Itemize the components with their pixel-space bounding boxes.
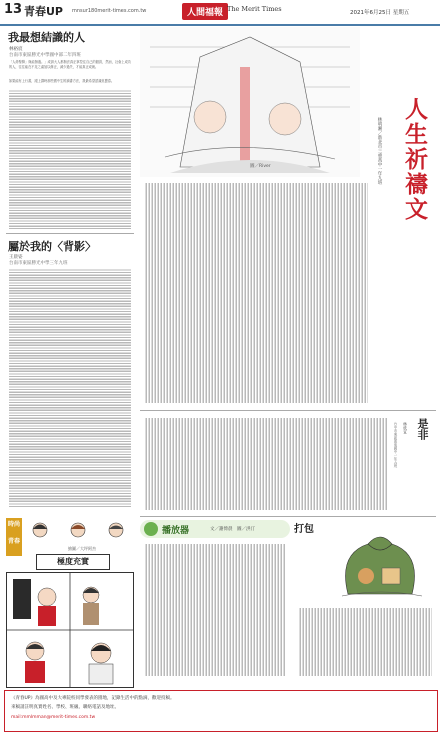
article-1-author: 林裕宸 xyxy=(9,47,23,52)
comic-label-right: 青春 xyxy=(8,538,21,545)
broadcast-header xyxy=(140,520,290,538)
article-1-para-1: 「人命聖賢」與能無過。」成訓大人都無法真正掌控住自己的錯誤，然而，社會上成功的人，往往能在不足之處加以修正，減少過失，才能真正成就。 xyxy=(9,60,131,69)
divider xyxy=(6,233,134,234)
article-1 xyxy=(6,27,134,232)
article-1-school: 台南市東區勝光中學國中部二年四班 xyxy=(9,53,81,58)
section-title: 青春UP xyxy=(24,5,63,18)
side-article-school: 台中市東區惠來國中一年五班 xyxy=(394,422,398,468)
comic-strip xyxy=(6,518,134,690)
divider xyxy=(140,410,436,411)
feature-body xyxy=(144,183,368,403)
article-1-body xyxy=(9,89,131,229)
side-article-body xyxy=(144,418,388,510)
broadcast-body xyxy=(144,544,286,676)
article-2-title: 屬於我的〈背影〉 xyxy=(8,240,96,253)
pack-illustration xyxy=(328,524,432,604)
header-url[interactable]: mnsur180merit-times.com.tw xyxy=(72,8,147,14)
article-2-author: 王晨姿 xyxy=(9,255,23,260)
comic-figures-image xyxy=(26,520,130,544)
notice-line-1: 《青春UP》為國高中及大專院校同學發表的園地，記錄生活中的點滴，歡迎投稿。 xyxy=(11,696,175,701)
pack-title: 打包 xyxy=(294,524,314,535)
feature-title: 人生祈禱文 xyxy=(401,97,427,222)
broadcast-title: 播放器 xyxy=(162,526,190,536)
side-article xyxy=(140,414,436,514)
comic-label-left: 時尚 xyxy=(8,521,21,528)
comic-credit: 繪圖／大坪阿杰 xyxy=(68,546,96,551)
feature-article xyxy=(140,27,436,407)
page-header xyxy=(0,0,440,26)
comic-panels xyxy=(6,572,134,688)
pack-section xyxy=(294,520,436,680)
article-1-para-2: 如果能有上行書，跟上課時那些國中生的讀書方法，我最希望認識吳寶春。 xyxy=(9,79,115,83)
issue-date: 2021年6月25日 星期五 xyxy=(350,10,410,16)
article-2-school: 台南市東區勝光中學三年九班 xyxy=(9,261,68,266)
pack-body xyxy=(298,608,432,676)
comic-panel-art xyxy=(7,573,133,687)
page-number: 13 xyxy=(4,2,23,17)
notice-email[interactable]: mail:mmlmman@merit-times.com.tw xyxy=(11,715,96,720)
comic-title: 極度充實 xyxy=(36,554,110,570)
paper-name-english: The Merit Times xyxy=(227,5,282,13)
feature-author: 林明湘／新北市三重高中一年九班 xyxy=(377,117,382,185)
notice-line-2: 來稿請註明真實姓名、學校、班級、聯絡電話及地址。 xyxy=(11,705,119,710)
broadcast-credit: 文／謝倚晨 圖／洪汀 xyxy=(210,527,255,532)
side-article-title: 是非 xyxy=(416,418,429,440)
broadcast-icon xyxy=(144,522,158,536)
submission-notice xyxy=(4,690,438,732)
article-2 xyxy=(6,236,134,516)
article-1-title: 我最想結識的人 xyxy=(8,31,85,44)
paper-logo: 人間福報 xyxy=(182,3,228,20)
illustration-image xyxy=(140,27,360,177)
side-article-author: 林欣宜 xyxy=(403,422,408,434)
feature-illustration xyxy=(140,27,360,177)
comic-top-figures xyxy=(26,520,130,544)
broadcast-section xyxy=(140,520,290,680)
divider xyxy=(140,516,436,517)
article-2-body xyxy=(9,268,131,508)
illustration-credit: 圖／River xyxy=(250,164,271,169)
